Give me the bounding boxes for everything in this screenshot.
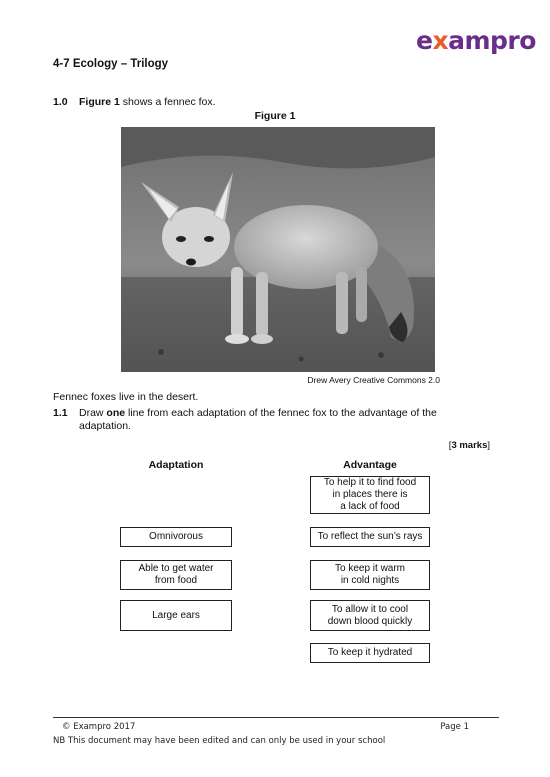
advantage-box-reflect-sun[interactable]: To reflect the sun’s rays bbox=[310, 527, 430, 547]
advantage-box-hydrated[interactable]: To keep it hydrated bbox=[310, 643, 430, 663]
adaptation-box-large-ears[interactable]: Large ears bbox=[120, 600, 232, 631]
footer-notice: NB This document may have been edited and can only be used in your school bbox=[53, 736, 386, 746]
footer-divider bbox=[53, 717, 499, 718]
footer-copyright: © Exampro 2017 bbox=[62, 722, 136, 732]
footer-page-number: Page 1 bbox=[440, 722, 469, 732]
advantage-box-cool-blood[interactable]: To allow it to cool down blood quickly bbox=[310, 600, 430, 631]
exampro-logo: exampro bbox=[416, 26, 536, 55]
context-line: Fennec foxes live in the desert. bbox=[53, 391, 199, 403]
advantage-box-find-food[interactable]: To help it to find food in places there is a lack of food bbox=[310, 476, 430, 514]
photo-credit: Drew Avery Creative Commons 2.0 bbox=[307, 375, 440, 385]
question-text-1-1: Draw one line from each adaptation of the fennec fox to the advantage of the adaptation. bbox=[79, 407, 437, 432]
page-title: 4-7 Ecology – Trilogy bbox=[53, 58, 169, 70]
question-number-1-1: 1.1 bbox=[53, 407, 68, 419]
adaptation-box-omnivorous[interactable]: Omnivorous bbox=[120, 527, 232, 547]
advantage-box-keep-warm[interactable]: To keep it warm in cold nights bbox=[310, 560, 430, 590]
question-text-1-0: Figure 1 shows a fennec fox. bbox=[79, 96, 216, 108]
fennec-fox-photo bbox=[121, 127, 435, 372]
figure-caption: Figure 1 bbox=[254, 110, 296, 122]
adaptation-box-water-from-food[interactable]: Able to get water from food bbox=[120, 560, 232, 590]
advantage-heading: Advantage bbox=[343, 459, 397, 471]
marks-label: [3 marks] bbox=[448, 440, 490, 451]
question-number-1-0: 1.0 bbox=[53, 96, 68, 108]
adaptation-heading: Adaptation bbox=[148, 459, 204, 471]
